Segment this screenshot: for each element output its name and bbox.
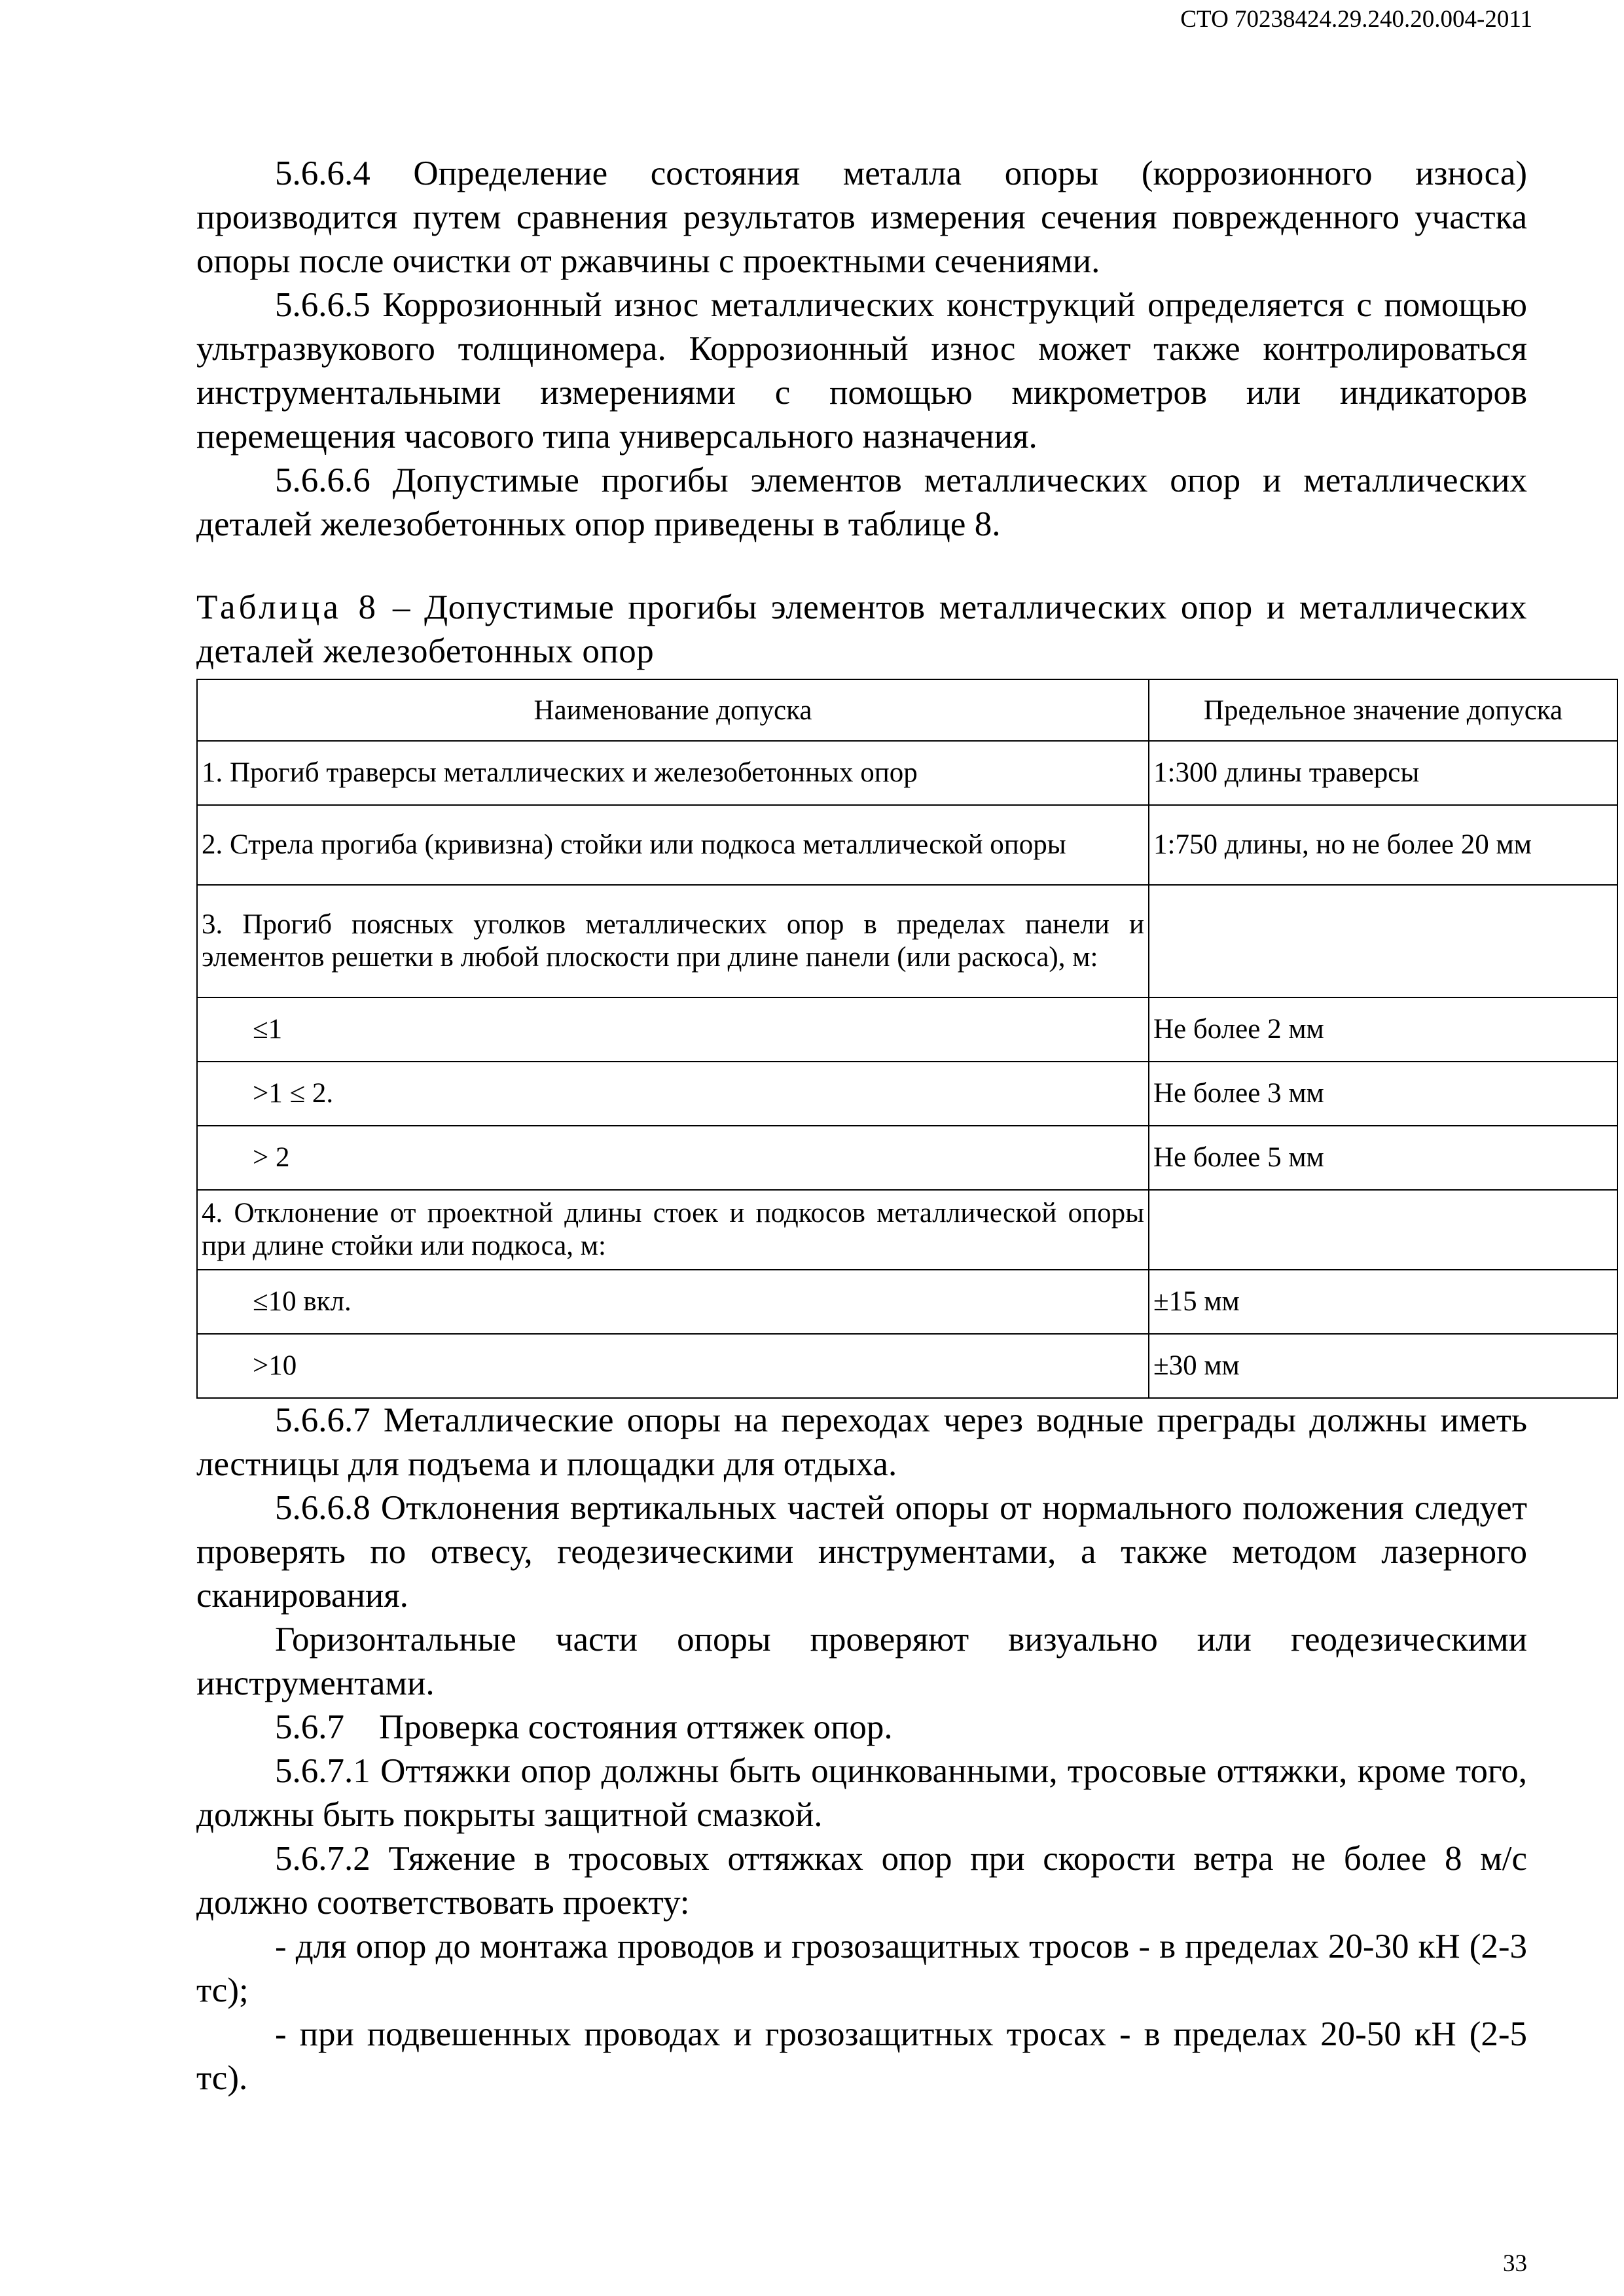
table-cell: Не более 5 мм xyxy=(1149,1126,1617,1190)
table-row xyxy=(197,805,1617,885)
table-cell: 3. Прогиб поясных уголков металлических опор в пределах панели и элементов решетки в любой плоскости при длине панели (или раскоса), м: xyxy=(197,885,1149,997)
table-cell: 4. Отклонение от проектной длины стоек и подкосов металлической опоры при длине стойки или подкоса, м: xyxy=(197,1190,1149,1270)
table-cell: Не более 2 мм xyxy=(1149,997,1617,1062)
paragraph-5-6-6-5: 5.6.6.5 Коррозионный износ металлических конструкций определяется с помощью ультразвукового толщиномера. Коррозионный износ может также контролироваться инструментальными измерениями с помощью микрометров или индикаторов перемещения часового типа универсального назначения. xyxy=(196,286,1527,456)
list-item: - при подвешенных проводах и грозозащитных тросах - в пределах 20-50 кН (2-5 тс). xyxy=(196,2015,1527,2097)
table-row xyxy=(197,1126,1617,1190)
table-row xyxy=(197,997,1617,1062)
paragraph-5-6-7-1: 5.6.7.1 Оттяжки опор должны быть оцинкованными, тросовые оттяжки, кроме того, должны быть покрыты защитной смазкой. xyxy=(196,1752,1527,1834)
paragraph-5-6-7-2: 5.6.7.2 Тяжение в тросовых оттяжках опор при скорости ветра не более 8 м/с должно соответствовать проекту: xyxy=(196,1840,1527,1922)
paragraph-horizontal-parts: Горизонтальные части опоры проверяют визуально или геодезическими инструментами. xyxy=(196,1621,1527,1702)
table-header-name: Наименование допуска xyxy=(197,679,1149,741)
table-row xyxy=(197,1270,1617,1334)
document-code-header: СТО 70238424.29.240.20.004-2011 xyxy=(1180,6,1532,33)
table-header-row xyxy=(197,679,1617,741)
table-cell: > 2 xyxy=(197,1126,1149,1190)
table-caption-label: Таблица 8 xyxy=(196,588,379,626)
table-cell: ≤1 xyxy=(197,997,1149,1062)
paragraph-5-6-6-4: 5.6.6.4 Определение состояния металла опоры (коррозионного износа) производится путем сравнения результатов измерения сечения поврежденного участка опоры после очистки от ржавчины с проектными сечениями. xyxy=(196,154,1527,280)
paragraph-5-6-6-7: 5.6.6.7 Металлические опоры на переходах через водные преграды должны иметь лестницы для подъема и площадки для отдыха. xyxy=(196,1401,1527,1483)
page-number: 33 xyxy=(1503,2250,1527,2277)
table-cell: ±30 мм xyxy=(1149,1334,1617,1398)
paragraph-5-6-6-8: 5.6.6.8 Отклонения вертикальных частей опоры от нормального положения следует проверять по отвесу, геодезическими инструментами, а также методом лазерного сканирования. xyxy=(196,1489,1527,1615)
table-cell: ±15 мм xyxy=(1149,1270,1617,1334)
table-row xyxy=(197,1062,1617,1126)
paragraph-5-6-6-6: 5.6.6.6 Допустимые прогибы элементов металлических опор и металлических деталей железобетонных опор приведены в таблице 8. xyxy=(196,461,1527,543)
table-cell xyxy=(1149,1190,1617,1270)
section-heading-5-6-7: 5.6.7 Проверка состояния оттяжек опор. xyxy=(275,1708,893,1746)
table-row xyxy=(197,741,1617,805)
table-cell: 1:300 длины траверсы xyxy=(1149,741,1617,805)
table-caption xyxy=(196,586,1527,673)
table-cell: >10 xyxy=(197,1334,1149,1398)
table-cell: ≤10 вкл. xyxy=(197,1270,1149,1334)
page-body xyxy=(196,152,1563,2100)
table-cell xyxy=(1149,885,1617,997)
table-cell: >1 ≤ 2. xyxy=(197,1062,1149,1126)
table-row xyxy=(197,885,1617,997)
tolerance-table xyxy=(196,679,1618,1399)
table-cell: 1:750 длины, но не более 20 мм xyxy=(1149,805,1617,885)
table-cell: Не более 3 мм xyxy=(1149,1062,1617,1126)
table-cell: 2. Стрела прогиба (кривизна) стойки или подкоса металлической опоры xyxy=(197,805,1149,885)
paragraphs-after-table xyxy=(196,1399,1527,2100)
table-caption-text: – Допустимые прогибы элементов металлических опор и металлических деталей железобетонных опор xyxy=(196,588,1527,670)
table-cell: 1. Прогиб траверсы металлических и железобетонных опор xyxy=(197,741,1149,805)
list-item: - для опор до монтажа проводов и грозозащитных тросов - в пределах 20-30 кН (2-3 тс); xyxy=(196,1928,1527,2009)
table-header-value: Предельное значение допуска xyxy=(1149,679,1617,741)
table-row xyxy=(197,1190,1617,1270)
table-row xyxy=(197,1334,1617,1398)
